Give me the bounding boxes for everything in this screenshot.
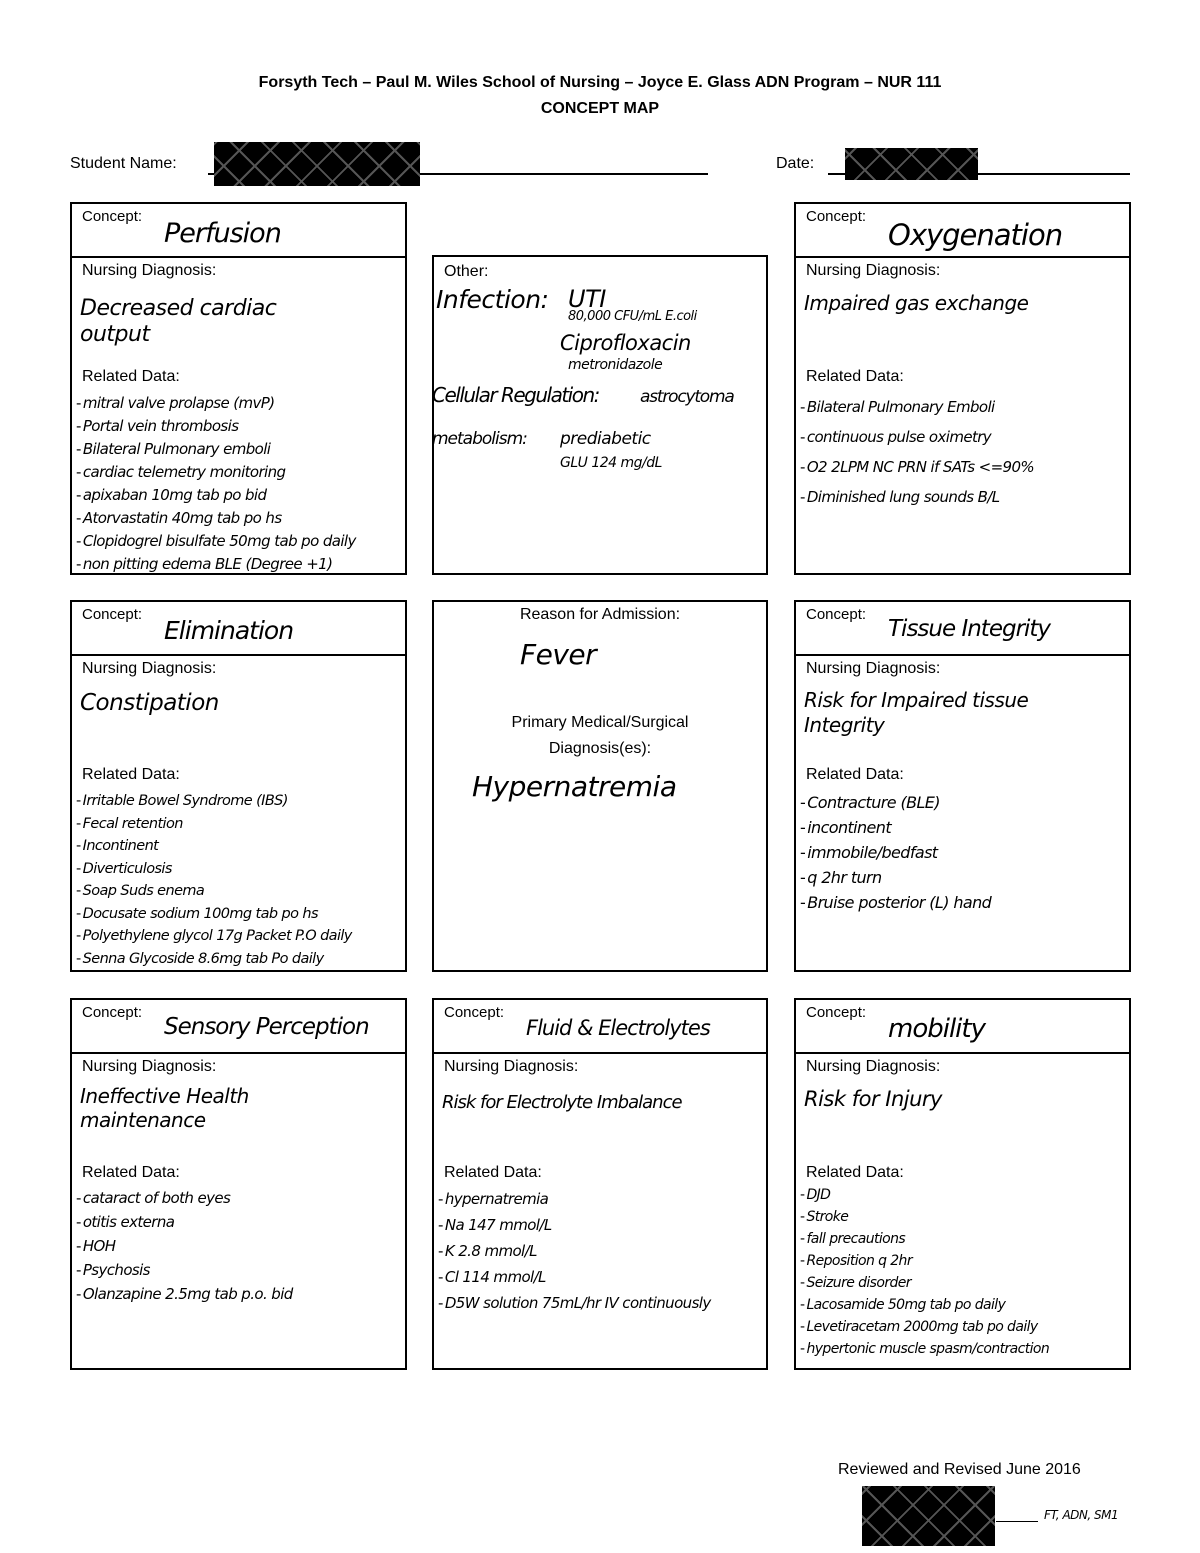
related-data-item: - Portal vein thrombosis — [76, 415, 401, 438]
nursing-diagnosis-value: Decreased cardiac output — [80, 296, 277, 347]
related-data-item: - K 2.8 mmol/L — [438, 1238, 762, 1264]
concept-value: Elimination — [164, 616, 294, 645]
related-data-item: - O2 2LPM NC PRN if SATs <=90% — [800, 452, 1125, 482]
nursing-diagnosis-label: Nursing Diagnosis: — [82, 660, 217, 677]
concept-value: Sensory Perception — [164, 1014, 369, 1040]
nursing-diagnosis-label: Nursing Diagnosis: — [806, 1058, 941, 1075]
concept-label: Concept: — [806, 208, 867, 225]
nursing-diagnosis-value: Risk for Impaired tissue Integrity — [804, 688, 1029, 737]
related-data-item: - Irritable Bowel Syndrome (IBS) — [76, 790, 401, 813]
concept-label: Concept: — [806, 1004, 867, 1021]
concept-value: mobility — [888, 1014, 985, 1044]
concept-header — [434, 1000, 766, 1054]
date-label: Date: — [776, 155, 815, 172]
concept-value: Perfusion — [164, 218, 281, 249]
related-data-item: - Bilateral Pulmonary emboli — [76, 438, 401, 461]
concept-value: Tissue Integrity — [888, 616, 1051, 642]
related-data-label: Related Data: — [806, 368, 904, 385]
related-data-item: - DJD — [800, 1184, 1125, 1206]
infection-value: UTI — [568, 285, 606, 313]
metabolism-value: prediabetic — [560, 429, 651, 449]
document-title: Forsyth Tech – Paul M. Wiles School of Nursing – Joyce E. Glass ADN Program – NUR 111 — [258, 74, 942, 91]
nursing-diagnosis-label: Nursing Diagnosis: — [82, 1058, 217, 1075]
concept-box-sensory-perception — [70, 998, 407, 1370]
reviewer-initials: FT, ADN, SM1 — [1044, 1508, 1119, 1522]
medication-2: metronidazole — [568, 357, 663, 373]
concept-header — [796, 602, 1129, 656]
related-data-label: Related Data: — [82, 766, 180, 783]
related-data-item: - q 2hr turn — [800, 865, 1125, 890]
concept-header — [72, 602, 405, 656]
related-data-item: - immobile/bedfast — [800, 840, 1125, 865]
related-data-item: - Lacosamide 50mg tab po daily — [800, 1294, 1125, 1316]
related-data-item: - Na 147 mmol/L — [438, 1212, 762, 1238]
related-data-item: - HOH — [76, 1234, 401, 1258]
related-data-item: - Olanzapine 2.5mg tab p.o. bid — [76, 1282, 401, 1306]
related-data-label: Related Data: — [806, 1164, 904, 1181]
nursing-diagnosis-label: Nursing Diagnosis: — [82, 262, 217, 279]
related-data-list — [800, 1184, 1125, 1360]
related-data-item: - Bruise posterior (L) hand — [800, 890, 1125, 915]
infection-label: Infection: — [436, 285, 549, 314]
related-data-item: - D5W solution 75mL/hr IV continuously — [438, 1290, 762, 1316]
nursing-diagnosis-label: Nursing Diagnosis: — [806, 660, 941, 677]
concept-header — [72, 204, 405, 258]
student-name-label: Student Name: — [70, 155, 177, 172]
related-data-list — [800, 392, 1125, 512]
concept-box-elimination — [70, 600, 407, 972]
student-name-redaction — [214, 142, 420, 186]
concept-label: Concept: — [82, 1004, 143, 1021]
metabolism-label: metabolism: — [432, 429, 527, 449]
concept-box-mobility — [794, 998, 1131, 1370]
related-data-label: Related Data: — [82, 368, 180, 385]
cellular-regulation-value: astrocytoma — [640, 387, 734, 407]
related-data-item: - mitral valve prolapse (mvP) — [76, 392, 401, 415]
related-data-list — [800, 790, 1125, 915]
signature-redaction — [862, 1486, 995, 1546]
related-data-item: - continuous pulse oximetry — [800, 422, 1125, 452]
metabolism-detail: GLU 124 mg/dL — [560, 455, 662, 471]
related-data-item: - Cl 114 mmol/L — [438, 1264, 762, 1290]
related-data-item: - Senna Glycoside 8.6mg tab Po daily — [76, 948, 401, 971]
related-data-item: - Diverticulosis — [76, 858, 401, 881]
related-data-item: - Soap Suds enema — [76, 880, 401, 903]
related-data-item: - Contracture (BLE) — [800, 790, 1125, 815]
related-data-item: - Stroke — [800, 1206, 1125, 1228]
infection-detail: 80,000 CFU/mL E.coli — [568, 309, 697, 324]
cellular-regulation-label: Cellular Regulation: — [432, 383, 599, 407]
related-data-item: - hypernatremia — [438, 1186, 762, 1212]
related-data-item: - Reposition q 2hr — [800, 1250, 1125, 1272]
nursing-diagnosis-label: Nursing Diagnosis: — [444, 1058, 579, 1075]
related-data-item: - Diminished lung sounds B/L — [800, 482, 1125, 512]
related-data-item: - Docusate sodium 100mg tab po hs — [76, 903, 401, 926]
related-data-item: - non pitting edema BLE (Degree +1) — [76, 553, 401, 576]
nursing-diagnosis-value: Impaired gas exchange — [804, 291, 1029, 315]
related-data-item: - Levetiracetam 2000mg tab po daily — [800, 1316, 1125, 1338]
related-data-list — [438, 1186, 762, 1316]
related-data-item: - Incontinent — [76, 835, 401, 858]
concept-label: Concept: — [806, 606, 867, 623]
primary-diagnosis-label: Primary Medical/Surgical Diagnosis(es): — [511, 714, 689, 757]
related-data-list — [76, 790, 401, 970]
reason-for-admission-value: Fever — [520, 638, 597, 671]
concept-header — [72, 1000, 405, 1054]
medication-1: Ciprofloxacin — [560, 331, 691, 355]
related-data-item: - fall precautions — [800, 1228, 1125, 1250]
related-data-item: - Fecal retention — [76, 813, 401, 836]
related-data-item: - Atorvastatin 40mg tab po hs — [76, 507, 401, 530]
related-data-item: - cataract of both eyes — [76, 1186, 401, 1210]
concept-box-fluid-electrolytes — [432, 998, 768, 1370]
nursing-diagnosis-value: Ineffective Health maintenance — [80, 1084, 249, 1132]
reason-for-admission-label: Reason for Admission: — [519, 606, 681, 623]
related-data-item: - Seizure disorder — [800, 1272, 1125, 1294]
other-label: Other: — [444, 263, 489, 280]
related-data-item: - incontinent — [800, 815, 1125, 840]
concept-label: Concept: — [82, 606, 143, 623]
related-data-item: - Bilateral Pulmonary Emboli — [800, 392, 1125, 422]
related-data-item: - cardiac telemetry monitoring — [76, 461, 401, 484]
related-data-label: Related Data: — [82, 1164, 180, 1181]
related-data-list — [76, 1186, 401, 1306]
concept-value: Fluid & Electrolytes — [526, 1016, 710, 1040]
concept-header — [796, 1000, 1129, 1054]
nursing-diagnosis-label: Nursing Diagnosis: — [806, 262, 941, 279]
date-redaction — [845, 148, 978, 180]
concept-value: Oxygenation — [888, 218, 1063, 252]
other-box — [432, 255, 768, 575]
nursing-diagnosis-value: Risk for Injury — [804, 1087, 942, 1111]
admission-box — [432, 600, 768, 972]
concept-label: Concept: — [82, 208, 143, 225]
related-data-item: - hypertonic muscle spasm/contraction — [800, 1338, 1125, 1360]
initials-line — [996, 1521, 1038, 1522]
concept-box-oxygenation — [794, 202, 1131, 575]
concept-box-perfusion — [70, 202, 407, 575]
concept-label: Concept: — [444, 1004, 505, 1021]
document-subtitle: CONCEPT MAP — [540, 100, 660, 117]
related-data-item: - otitis externa — [76, 1210, 401, 1234]
related-data-item: - Psychosis — [76, 1258, 401, 1282]
related-data-list — [76, 392, 401, 576]
primary-diagnosis-value: Hypernatremia — [472, 770, 677, 803]
revision-note: Reviewed and Revised June 2016 — [838, 1461, 1081, 1478]
related-data-item: - apixaban 10mg tab po bid — [76, 484, 401, 507]
related-data-item: - Clopidogrel bisulfate 50mg tab po daily — [76, 530, 401, 553]
related-data-label: Related Data: — [806, 766, 904, 783]
related-data-label: Related Data: — [444, 1164, 542, 1181]
related-data-item: - Polyethylene glycol 17g Packet P.O daily — [76, 925, 401, 948]
nursing-diagnosis-value: Constipation — [80, 690, 219, 716]
nursing-diagnosis-value: Risk for Electrolyte Imbalance — [442, 1092, 682, 1113]
concept-box-tissue-integrity — [794, 600, 1131, 972]
concept-header — [796, 204, 1129, 258]
